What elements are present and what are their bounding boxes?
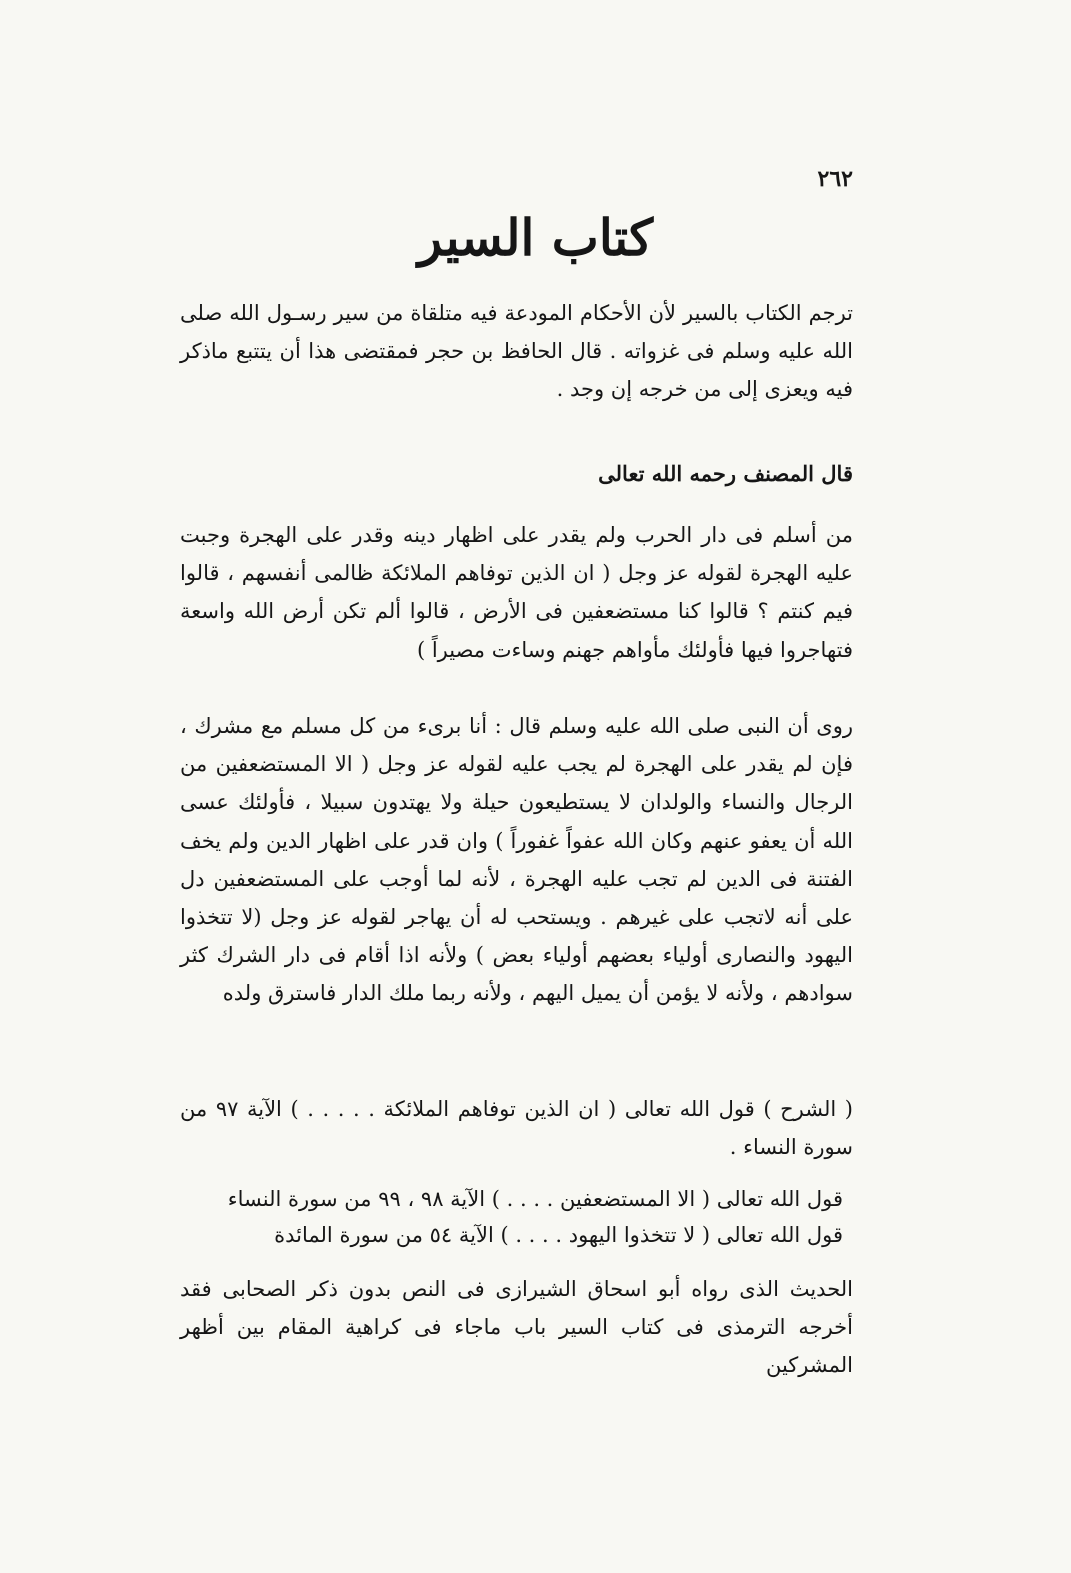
book-title: كتاب السير <box>417 208 653 267</box>
verse-references <box>180 1181 853 1253</box>
author-note: قال المصنف رحمه الله تعالى <box>598 461 853 486</box>
hadith-paragraph: روى أن النبى صلى الله عليه وسلم قال : أنا برىء من كل مسلم مع مشرك ، فإن لم يقدر على الهجرة لم يجب عليه لقوله عز وجل ( الا المستضعفين من الرجال والنساء والولدان لا يستطيعون حيلة ولا يهتدون سبيلا ، فأولئك عسى الله أن يعفو عنهم وكان الله عفواً غفوراً ) وان قدر على اظهار الدين ولم يخف الفتنة فى الدين لم تجب عليه الهجرة ، لأنه لما أوجب على المستضعفين دل على أنه لاتجب على غيرهم . ويستحب له أن يهاجر لقوله عز وجل (لا تتخذوا اليهود والنصارى أولياء بعضهم أولياء بعض ) ولأنه اذا أقام فى دار الشرك كثر سوادهم ، ولأنه لا يؤمن أن يميل اليهم ، ولأنه ربما ملك الدار فاسترق ولده <box>180 714 853 1006</box>
verse-reference-maida: قول الله تعالى ( لا تتخذوا اليهود . . . . ) الآية ٥٤ من سورة المائدة <box>274 1223 843 1247</box>
intro-paragraph: ترجم الكتاب بالسير لأن الأحكام المودعة فيه متلقاة من سير رسـول الله صلى الله عليه وسلم فى غزواته . قال الحافظ بن حجر فمقتضى هذا أن يتتبع ماذكر فيه ويعزى إلى من خرجه إن وجد . <box>180 301 853 402</box>
verse-reference-nisa: قول الله تعالى ( الا المستضعفين . . . . ) الآية ٩٨ ، ٩٩ من سورة النساء <box>227 1187 843 1211</box>
closing-paragraph: الحديث الذى رواه أبو اسحاق الشيرازى فى النص بدون ذكر الصحابى فقد أخرجه الترمذى فى كتاب السير باب ماجاء فى كراهية المقام بين أظهر المشركين <box>180 1277 853 1378</box>
commentary-paragraph: ( الشرح ) قول الله تعالى ( ان الذين توفاهم الملائكة . . . . . ) الآية ٩٧ من سورة النساء . <box>180 1097 853 1160</box>
main-text-paragraph: من أسلم فى دار الحرب ولم يقدر على اظهار دينه وقدر على الهجرة وجبت عليه الهجرة لقوله عز وجل ( ان الذين توفاهم الملائكة ظالمى أنفسهم ، قالوا فيم كنتم ؟ قالوا كنا مستضعفين فى الأرض ، قالوا ألم تكن أرض الله واسعة فتهاجروا فيها فأولئك مأواهم جهنم وساءت مصيراً ) <box>180 523 853 662</box>
page-number: ٢٦٢ <box>817 166 853 192</box>
